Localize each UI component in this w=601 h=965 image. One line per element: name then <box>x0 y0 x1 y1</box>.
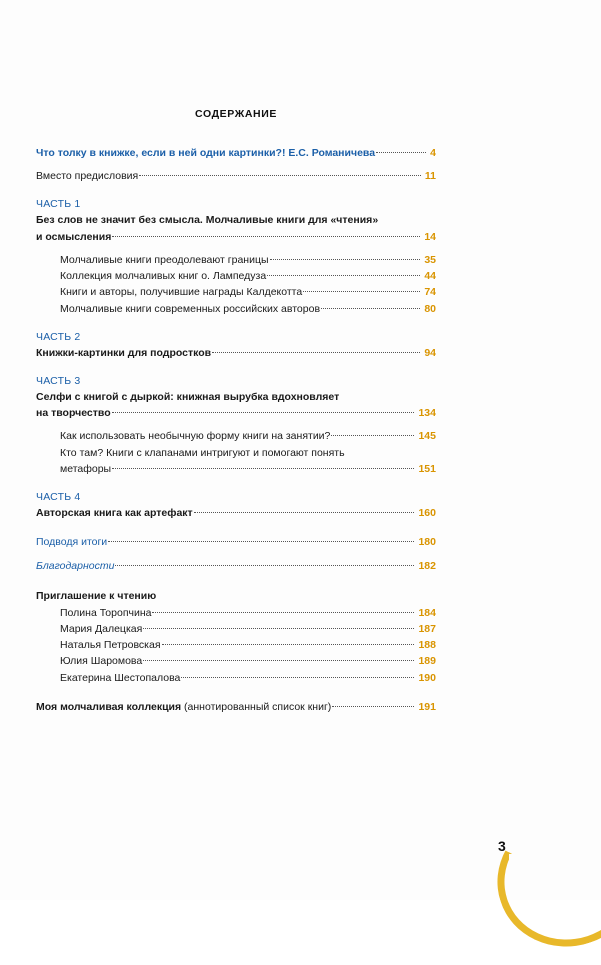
part-title-text: Книжки-картинки для подростков <box>36 346 212 359</box>
toc-subentry-page: 145 <box>418 430 436 443</box>
page-title: СОДЕРЖАНИЕ <box>195 108 277 120</box>
table-of-contents <box>36 108 436 716</box>
toc-subentry[interactable] <box>36 253 436 268</box>
leader-dots <box>115 564 414 566</box>
toc-subentry-page: 189 <box>418 655 436 668</box>
toc-subentry[interactable] <box>36 638 436 653</box>
toc-subentry-label: Мария Далецкая <box>60 622 143 635</box>
part-title-1-line2[interactable] <box>36 230 436 245</box>
part-page: 160 <box>418 507 436 520</box>
part-label-1: ЧАСТЬ 1 <box>36 198 81 211</box>
toc-subentry-label: Екатерина Шестопалова <box>60 671 181 684</box>
toc-subentry-label: Наталья Петровская <box>60 639 161 652</box>
toc-subentry-page: 151 <box>418 462 436 475</box>
toc-entry-collection[interactable] <box>36 700 436 715</box>
toc-entry-label: Благодарности <box>36 559 115 572</box>
leader-dots <box>143 659 414 661</box>
leader-dots <box>139 174 421 176</box>
part-page: 134 <box>418 407 436 420</box>
toc-subentry-label: Полина Торопчина <box>60 606 152 619</box>
folio-page-number: 3 <box>498 838 506 854</box>
toc-subentry-page: 187 <box>418 622 436 635</box>
toc-entry-label-bold: Моя молчаливая коллекция <box>36 700 182 713</box>
leader-dots <box>267 274 420 276</box>
leader-dots <box>181 676 414 678</box>
part-label-4: ЧАСТЬ 4 <box>36 491 81 504</box>
leader-dots <box>143 627 414 629</box>
toc-entry-summary[interactable] <box>36 535 436 550</box>
part-title-1-line1[interactable] <box>36 213 436 228</box>
toc-entry-preface[interactable] <box>36 169 436 184</box>
toc-entry-label: Подводя итоги <box>36 536 108 549</box>
leader-dots <box>376 151 426 153</box>
part-title-4[interactable] <box>36 506 436 521</box>
toc-subentry[interactable] <box>36 269 436 284</box>
toc-subentry-label: Кто там? Книги с клапанами интригуют и помогают понять <box>60 446 345 459</box>
leader-dots <box>112 467 414 469</box>
toc-subentry[interactable] <box>36 462 436 477</box>
part-title-text: и осмысления <box>36 230 112 243</box>
toc-entry-page: 4 <box>430 147 436 159</box>
toc-subentry[interactable] <box>36 606 436 621</box>
toc-subentry-label: Коллекция молчаливых книг о. Лампедуза <box>60 270 267 283</box>
part-page: 94 <box>424 346 436 359</box>
toc-subentry-page: 80 <box>424 302 436 315</box>
toc-subentry-page: 188 <box>418 639 436 652</box>
toc-entry-intro-article[interactable] <box>36 146 436 161</box>
toc-subentry[interactable] <box>36 622 436 637</box>
leader-dots <box>270 258 421 260</box>
toc-subentry[interactable] <box>36 429 436 444</box>
toc-entry-label-normal: (аннотированный список книг) <box>181 700 332 713</box>
leader-dots <box>112 235 420 237</box>
leader-dots <box>303 290 420 292</box>
toc-subentry-label: Книги и авторы, получившие награды Калдекотта <box>60 286 303 299</box>
leader-dots <box>331 434 414 436</box>
toc-subentry-label: Как использовать необычную форму книги на занятии? <box>60 430 331 443</box>
toc-subentry-page: 184 <box>418 606 436 619</box>
toc-subentry-page: 190 <box>418 671 436 684</box>
part-page: 14 <box>424 230 436 243</box>
toc-entry-label: Что толку в книжке, если в ней одни картинки?! Е.С. Романичева <box>36 147 376 159</box>
toc-subentry-page: 44 <box>424 270 436 283</box>
part-label-3: ЧАСТЬ 3 <box>36 374 81 387</box>
part-title-3-line2[interactable] <box>36 406 436 421</box>
part-label-2: ЧАСТЬ 2 <box>36 330 81 343</box>
toc-subentry[interactable] <box>36 446 436 461</box>
decorative-arc-mask <box>509 854 601 900</box>
part-title-2[interactable] <box>36 346 436 361</box>
part-title-text: на творчество <box>36 407 111 420</box>
leader-dots <box>194 511 415 513</box>
part-title-text: Без слов не значит без смысла. Молчаливые книги для «чтения» <box>36 214 379 227</box>
part-title-text: Авторская книга как артефакт <box>36 507 193 520</box>
toc-entry-page: 191 <box>418 700 436 713</box>
leader-dots <box>332 705 414 707</box>
leader-dots <box>112 411 415 413</box>
toc-subentry[interactable] <box>36 285 436 300</box>
toc-subentry-page: 74 <box>424 286 436 299</box>
toc-subentry-label: метафоры <box>60 462 112 475</box>
toc-subentry-label: Молчаливые книги преодолевают границы <box>60 253 269 266</box>
toc-subentry[interactable] <box>36 671 436 686</box>
toc-subentry[interactable] <box>36 654 436 669</box>
toc-subentry[interactable] <box>36 302 436 317</box>
part-title-3-line1[interactable] <box>36 390 436 405</box>
toc-entry-acknowledgements[interactable] <box>36 559 436 574</box>
toc-entry-page: 11 <box>424 170 436 183</box>
toc-entry-page: 180 <box>418 536 436 549</box>
leader-dots <box>212 351 420 353</box>
invitation-heading: Приглашение к чтению <box>36 589 157 602</box>
toc-subentry-label: Молчаливые книги современных российских авторов <box>60 302 321 315</box>
leader-dots <box>152 611 414 613</box>
toc-subentry-label: Юлия Шаромова <box>60 655 143 668</box>
toc-subentry-page: 35 <box>424 253 436 266</box>
leader-dots <box>321 307 420 309</box>
leader-dots <box>108 540 414 542</box>
toc-entry-page: 182 <box>418 559 436 572</box>
part-title-text: Селфи с книгой с дыркой: книжная вырубка вдохновляет <box>36 390 340 403</box>
toc-entry-label: Вместо предисловия <box>36 170 139 183</box>
leader-dots <box>162 643 415 645</box>
